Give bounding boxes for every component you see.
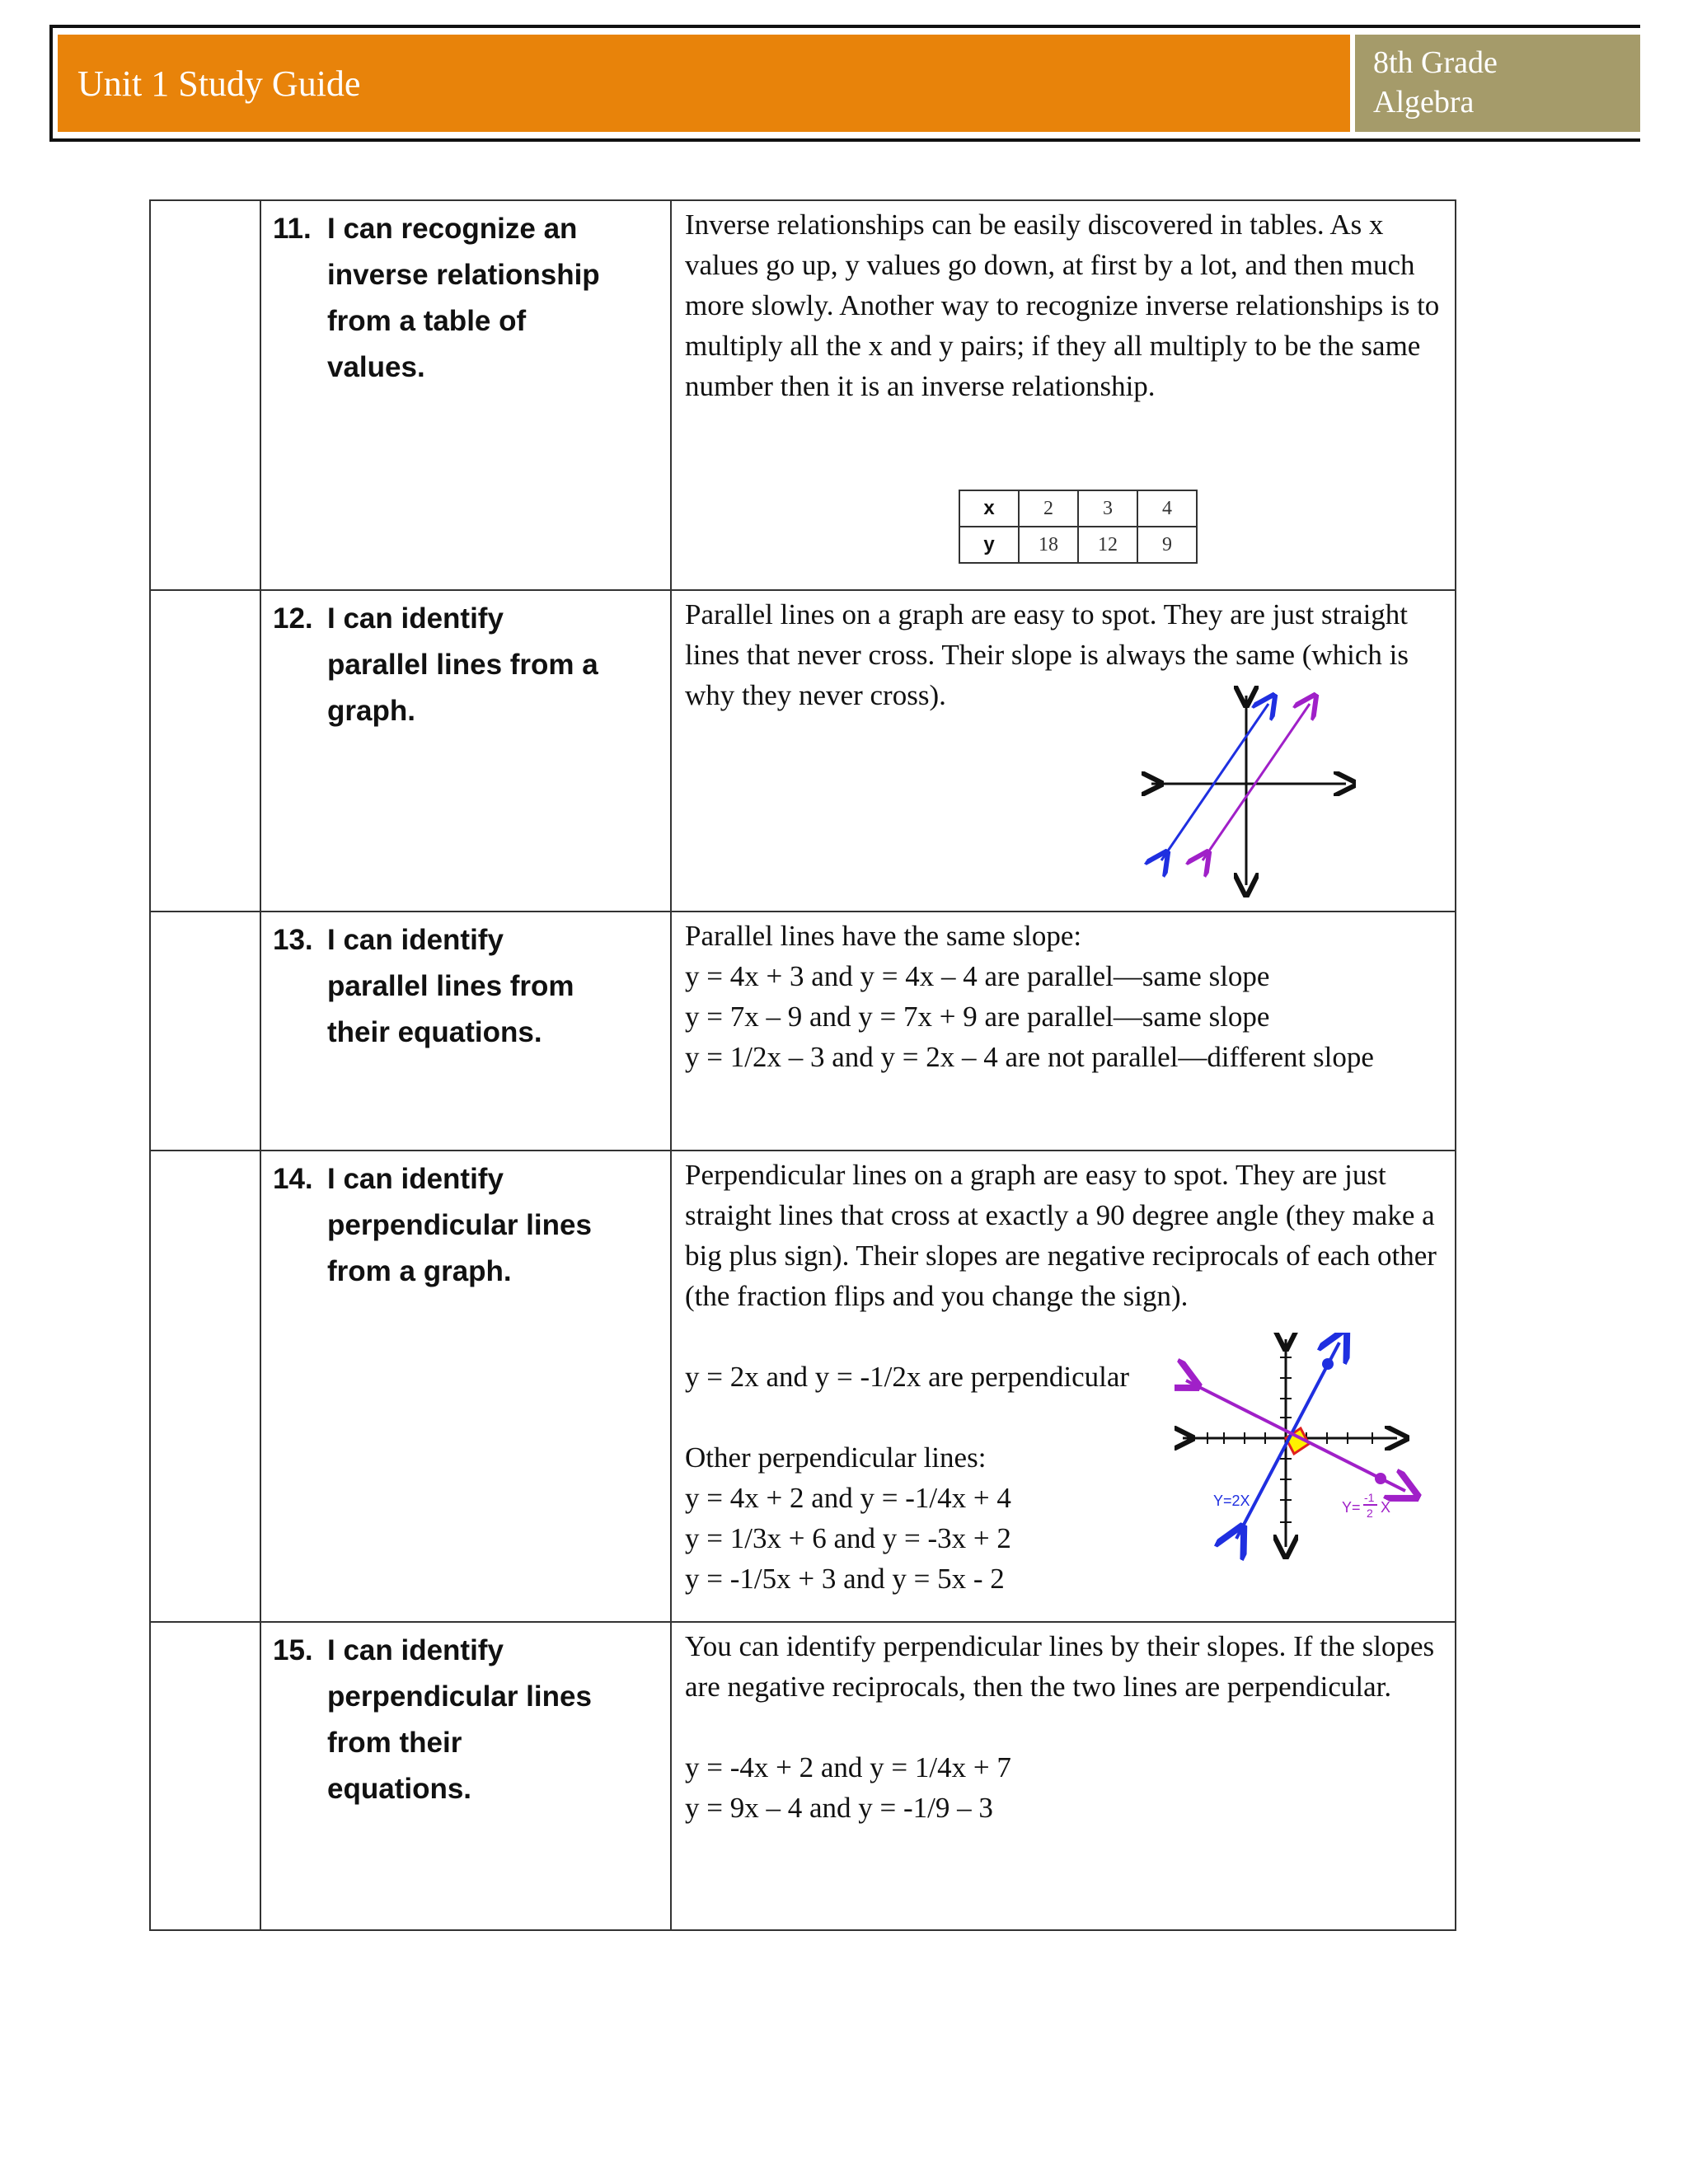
description-cell bbox=[671, 200, 1456, 590]
other-heading: Other perpendicular lines: bbox=[685, 1441, 987, 1474]
header-rule-top bbox=[49, 25, 1640, 28]
description-text: Inverse relationships can be easily discovered in tables. As x values go up, y values go down, at first by a lot, and then much more slowly. Another way to recognize inverse relationships is to multiply all the x and y pairs; if they all multiply to be the same number then it is an inverse relationship. bbox=[685, 209, 1440, 402]
description-cell bbox=[671, 912, 1456, 1151]
example-equation: y = -4x + 2 and y = 1/4x + 7 bbox=[685, 1751, 1011, 1783]
goal-line: from their bbox=[327, 1727, 462, 1759]
perpendicular-lines-graph bbox=[1175, 1333, 1422, 1563]
table-row bbox=[150, 1622, 1456, 1930]
goal-line: I can identify bbox=[327, 1163, 504, 1195]
example-equation: y = 2x and y = -1/2x are perpendicular bbox=[685, 1361, 1130, 1393]
page-title bbox=[58, 35, 1350, 132]
y-value: 9 bbox=[1137, 527, 1197, 563]
goal-number: 13. bbox=[273, 924, 313, 956]
goal-number: 14. bbox=[273, 1163, 313, 1195]
goal-number: 12. bbox=[273, 602, 313, 635]
x-header: x bbox=[959, 490, 1019, 527]
check-cell bbox=[150, 912, 260, 1151]
course-label bbox=[1355, 35, 1640, 132]
blue-parallel-line bbox=[1161, 704, 1268, 860]
purple-label-denominator: 2 bbox=[1367, 1507, 1373, 1520]
description-cell bbox=[671, 1151, 1456, 1622]
learning-goal bbox=[261, 591, 670, 734]
learning-goal bbox=[261, 912, 670, 1056]
goal-cell bbox=[260, 912, 671, 1151]
goal-cell bbox=[260, 590, 671, 912]
example-equation: y = 1/2x – 3 and y = 2x – 4 are not parallel—different slope bbox=[685, 1041, 1374, 1073]
description bbox=[672, 1623, 1455, 1828]
goal-line: perpendicular lines bbox=[327, 1209, 592, 1241]
inverse-values-table bbox=[959, 490, 1198, 564]
description-cell bbox=[671, 1622, 1456, 1930]
x-value: 4 bbox=[1137, 490, 1197, 527]
goal-line: equations. bbox=[327, 1773, 472, 1805]
example-equation: y = -1/5x + 3 and y = 5x - 2 bbox=[685, 1563, 1005, 1595]
description-text: Parallel lines have the same slope: bbox=[685, 920, 1082, 952]
example-equation: y = 9x – 4 and y = -1/9 – 3 bbox=[685, 1792, 993, 1824]
example-equation: y = 4x + 3 and y = 4x – 4 are parallel—same slope bbox=[685, 960, 1270, 992]
goal-line: from a graph. bbox=[327, 1255, 512, 1287]
learning-goal bbox=[261, 1151, 670, 1295]
example-equation: y = 1/3x + 6 and y = -3x + 2 bbox=[685, 1522, 1011, 1554]
header-rule-bottom bbox=[49, 138, 1640, 142]
learning-goal bbox=[261, 1623, 670, 1812]
purple-point bbox=[1375, 1473, 1386, 1484]
header-rule-left bbox=[49, 25, 53, 142]
description bbox=[672, 201, 1455, 406]
goal-number: 15. bbox=[273, 1634, 313, 1666]
table-row bbox=[959, 527, 1197, 563]
y-value: 18 bbox=[1019, 527, 1078, 563]
description-text: Perpendicular lines on a graph are easy to spot. They are just straight lines that cross at exactly a 90 degree angle (they make a big plus sign). Their slopes are negative reciprocals of each other (the fraction flips and you change the sign). bbox=[685, 1159, 1437, 1312]
goal-line: inverse relationship bbox=[327, 259, 600, 291]
x-value: 2 bbox=[1019, 490, 1078, 527]
goal-line: from a table of bbox=[327, 305, 527, 337]
blue-line-y-2x bbox=[1236, 1343, 1339, 1539]
check-cell bbox=[150, 590, 260, 912]
goal-line: I can identify bbox=[327, 924, 504, 956]
goal-cell bbox=[260, 1622, 671, 1930]
goal-line: their equations. bbox=[327, 1016, 542, 1048]
goal-line: values. bbox=[327, 351, 425, 383]
description-cell bbox=[671, 590, 1456, 912]
table-row bbox=[150, 912, 1456, 1151]
table-row bbox=[150, 200, 1456, 590]
table-row bbox=[150, 590, 1456, 912]
purple-label-suffix: X bbox=[1381, 1499, 1391, 1516]
description-text: Parallel lines on a graph are easy to spot. They are just straight lines that never cross. Their slope is always the same (which is why they never cross). bbox=[685, 598, 1409, 711]
check-cell bbox=[150, 200, 260, 590]
study-guide-table bbox=[149, 199, 1456, 1931]
learning-goal bbox=[261, 201, 670, 391]
parallel-lines-graph bbox=[1142, 686, 1356, 900]
table-row bbox=[150, 1151, 1456, 1622]
course-label-line1: 8th Grade bbox=[1373, 45, 1498, 80]
goal-line: graph. bbox=[327, 695, 415, 727]
goal-line: parallel lines from bbox=[327, 970, 574, 1002]
table-row bbox=[959, 490, 1197, 527]
example-equation: y = 4x + 2 and y = -1/4x + 4 bbox=[685, 1482, 1011, 1514]
goal-line: I can recognize an bbox=[327, 213, 578, 245]
goal-number: 11. bbox=[273, 213, 312, 245]
x-value: 3 bbox=[1078, 490, 1137, 527]
goal-cell bbox=[260, 1151, 671, 1622]
goal-line: perpendicular lines bbox=[327, 1680, 592, 1713]
description-text: You can identify perpendicular lines by their slopes. If the slopes are negative reciprocals, then the two lines are perpendicular. bbox=[685, 1630, 1435, 1703]
course-label-line2: Algebra bbox=[1373, 85, 1475, 120]
goal-line: I can identify bbox=[327, 1634, 504, 1666]
check-cell bbox=[150, 1151, 260, 1622]
purple-label-prefix: Y= bbox=[1342, 1499, 1361, 1516]
y-header: y bbox=[959, 527, 1019, 563]
example-equation: y = 7x – 9 and y = 7x + 9 are parallel—same slope bbox=[685, 1001, 1270, 1033]
blue-line-label: Y=2X bbox=[1213, 1493, 1250, 1509]
goal-line: I can identify bbox=[327, 602, 504, 635]
description bbox=[672, 912, 1455, 1077]
purple-label-numerator: -1 bbox=[1364, 1491, 1375, 1504]
y-value: 12 bbox=[1078, 527, 1137, 563]
page-title-text: Unit 1 Study Guide bbox=[77, 63, 361, 104]
check-cell bbox=[150, 1622, 260, 1930]
purple-parallel-line bbox=[1203, 704, 1310, 860]
goal-line: parallel lines from a bbox=[327, 649, 598, 681]
goal-cell bbox=[260, 200, 671, 590]
blue-point bbox=[1322, 1358, 1334, 1370]
